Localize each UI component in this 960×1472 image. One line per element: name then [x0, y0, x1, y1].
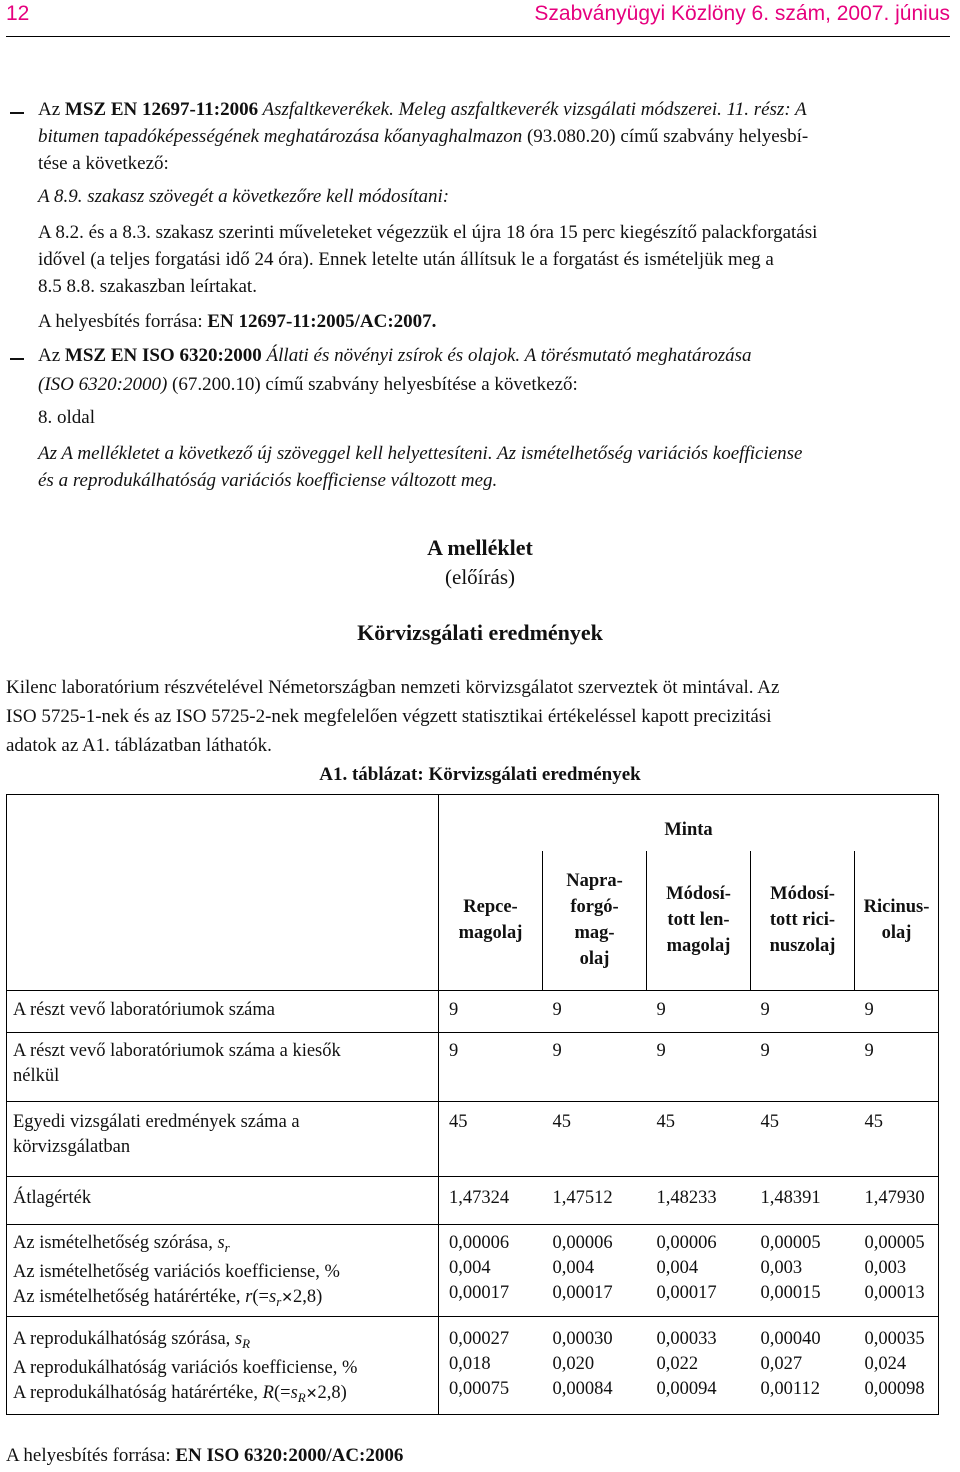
- item1-body-line2: idővel (a teljes forgatási idő 24 óra). Ennek letelte után állítsuk le a forgatást és ismételjük meg a: [38, 249, 774, 270]
- header-divider: [6, 36, 950, 37]
- column-header-repcemagolaj: Repce- magolaj: [439, 851, 543, 991]
- table-cell: 9: [543, 1033, 647, 1102]
- annex-heading: Körvizsgálati eredmények: [357, 620, 603, 645]
- correction-source: A helyesbítés forrása: EN ISO 6320:2000/AC:2006: [6, 1445, 404, 1466]
- item2-page-ref: 8. oldal: [38, 407, 95, 428]
- journal-title: Szabványügyi Közlöny 6. szám, 2007. június: [534, 2, 950, 25]
- list-dash: [10, 112, 24, 114]
- table-cell: 45: [543, 1102, 647, 1177]
- table-cell: 45: [439, 1102, 543, 1177]
- table-cell: 9: [647, 991, 751, 1033]
- table-cell: 45: [751, 1102, 855, 1177]
- table-cell: 9: [855, 1033, 939, 1102]
- row-label-reproducibility: A reprodukálhatóság szórása, $s_R$ A reprodukálhatóság variációs koefficiense, % A reprodukálhatóság határértéke, $R(=s_R✕2,8)$: [7, 1317, 439, 1415]
- item1-standard-code: MSZ EN 12697-11:2006: [64, 99, 259, 120]
- table-corner-cell: [7, 795, 439, 991]
- column-header-modositott-lenmagolaj: Módosí- tott len- magolaj: [647, 851, 751, 991]
- annex-paragraph-line3: adatok az A1. táblázatban láthatók.: [6, 735, 272, 756]
- table-cell: 1,48233: [647, 1177, 751, 1225]
- minta-group-header: Minta: [439, 795, 939, 851]
- item2-standard-code: MSZ EN ISO 6320:2000: [64, 345, 262, 366]
- table-cell: 0,00027 0,018 0,00075: [439, 1317, 543, 1415]
- table-cell: 0,00005 0,003 0,00013: [855, 1225, 939, 1317]
- column-header-modositott-ricinuszolaj: Módosí- tott rici- nuszolaj: [751, 851, 855, 991]
- table-cell: 9: [439, 991, 543, 1033]
- table-cell: 1,47512: [543, 1177, 647, 1225]
- item1-line1: Az MSZ EN 12697-11:2006 Aszfaltkeverékek. Meleg aszfaltkeverék vizsgálati módszerei. 11. rész: A: [38, 99, 807, 120]
- table-row: [7, 1033, 939, 1102]
- table-cell: 45: [647, 1102, 751, 1177]
- annex-title: A melléklet: [427, 535, 533, 560]
- table-cell: 9: [439, 1033, 543, 1102]
- table-cell: 0,00006 0,004 0,00017: [647, 1225, 751, 1317]
- column-header-ricinusolaj: Ricinus- olaj: [855, 851, 939, 991]
- table-row: [7, 1225, 939, 1317]
- item2-line2: (ISO 6320:2000) (67.200.10) című szabvány helyesbítése a következő:: [38, 374, 578, 395]
- table-cell: 0,00033 0,022 0,00094: [647, 1317, 751, 1415]
- results-table: [6, 794, 939, 1415]
- row-label: Átlagérték: [7, 1177, 439, 1225]
- table-cell: 9: [751, 1033, 855, 1102]
- table-row: [7, 1102, 939, 1177]
- item1-line3: tése a következő:: [38, 153, 169, 174]
- table-caption: A1. táblázat: Körvizsgálati eredmények: [319, 764, 641, 785]
- row-label: Egyedi vizsgálati eredmények száma a körvizsgálatban: [7, 1102, 439, 1177]
- table-cell: 0,00030 0,020 0,00084: [543, 1317, 647, 1415]
- table-cell: 9: [647, 1033, 751, 1102]
- table-cell: 45: [855, 1102, 939, 1177]
- item1-body-line3: 8.5 8.8. szakaszban leírtakat.: [38, 276, 257, 297]
- table-row: [7, 1177, 939, 1225]
- table-cell: 1,47324: [439, 1177, 543, 1225]
- table-cell: 0,00005 0,003 0,00015: [751, 1225, 855, 1317]
- column-header-napraforgomagolaj: Napra- forgó- mag- olaj: [543, 851, 647, 991]
- table-cell: 1,47930: [855, 1177, 939, 1225]
- item2-line1: Az MSZ EN ISO 6320:2000 Állati és növényi zsírok és olajok. A törésmutató meghatározása: [38, 345, 752, 366]
- table-cell: 0,00035 0,024 0,00098: [855, 1317, 939, 1415]
- annex-subtitle: (előírás): [445, 565, 515, 589]
- annex-paragraph-line1: Kilenc laboratórium részvételével Németországban nemzeti körvizsgálatot szerveztek öt mintával. Az: [6, 677, 780, 698]
- page-number: 12: [6, 2, 30, 25]
- table-row: [7, 991, 939, 1033]
- item2-instruction-line2: és a reprodukálhatóság variációs koefficiense változott meg.: [38, 470, 498, 491]
- item1-instruction: A 8.9. szakasz szövegét a következőre kell módosítani:: [38, 186, 450, 207]
- table-cell: 9: [543, 991, 647, 1033]
- item2-instruction-line1: Az A mellékletet a következő új szöveggel kell helyettesíteni. Az ismételhetőség variációs koefficiense: [38, 443, 803, 464]
- table-cell: 0,00040 0,027 0,00112: [751, 1317, 855, 1415]
- table-cell: 0,00006 0,004 0,00017: [439, 1225, 543, 1317]
- item1-body-line1: A 8.2. és a 8.3. szakasz szerinti műveleteket végezzük el újra 18 óra 15 perc kiegészítő palackforgatási: [38, 222, 818, 243]
- row-label: A részt vevő laboratóriumok száma a kiesők nélkül: [7, 1033, 439, 1102]
- table-cell: 9: [751, 991, 855, 1033]
- table-row: [7, 1317, 939, 1415]
- annex-paragraph-line2: ISO 5725-1-nek és az ISO 5725-2-nek megfelelően végzett statisztikai értékeléssel kapott precizitási: [6, 706, 772, 727]
- table-cell: 0,00006 0,004 0,00017: [543, 1225, 647, 1317]
- table-header-row: [7, 795, 939, 851]
- row-label: A részt vevő laboratóriumok száma: [7, 991, 439, 1033]
- table-cell: 9: [855, 991, 939, 1033]
- item1-line2: bitumen tapadóképességének meghatározása kőanyaghalmazon (93.080.20) című szabvány helyesbí-: [38, 126, 809, 147]
- item1-source: A helyesbítés forrása: EN 12697-11:2005/AC:2007.: [38, 311, 437, 332]
- list-dash: [10, 358, 24, 360]
- row-label-repeatability: Az ismételhetőség szórása, $s_r$ Az ismételhetőség variációs koefficiense, % Az ismételhetőség határértéke, $r(=s_r✕2,8)$: [7, 1225, 439, 1317]
- table-cell: 1,48391: [751, 1177, 855, 1225]
